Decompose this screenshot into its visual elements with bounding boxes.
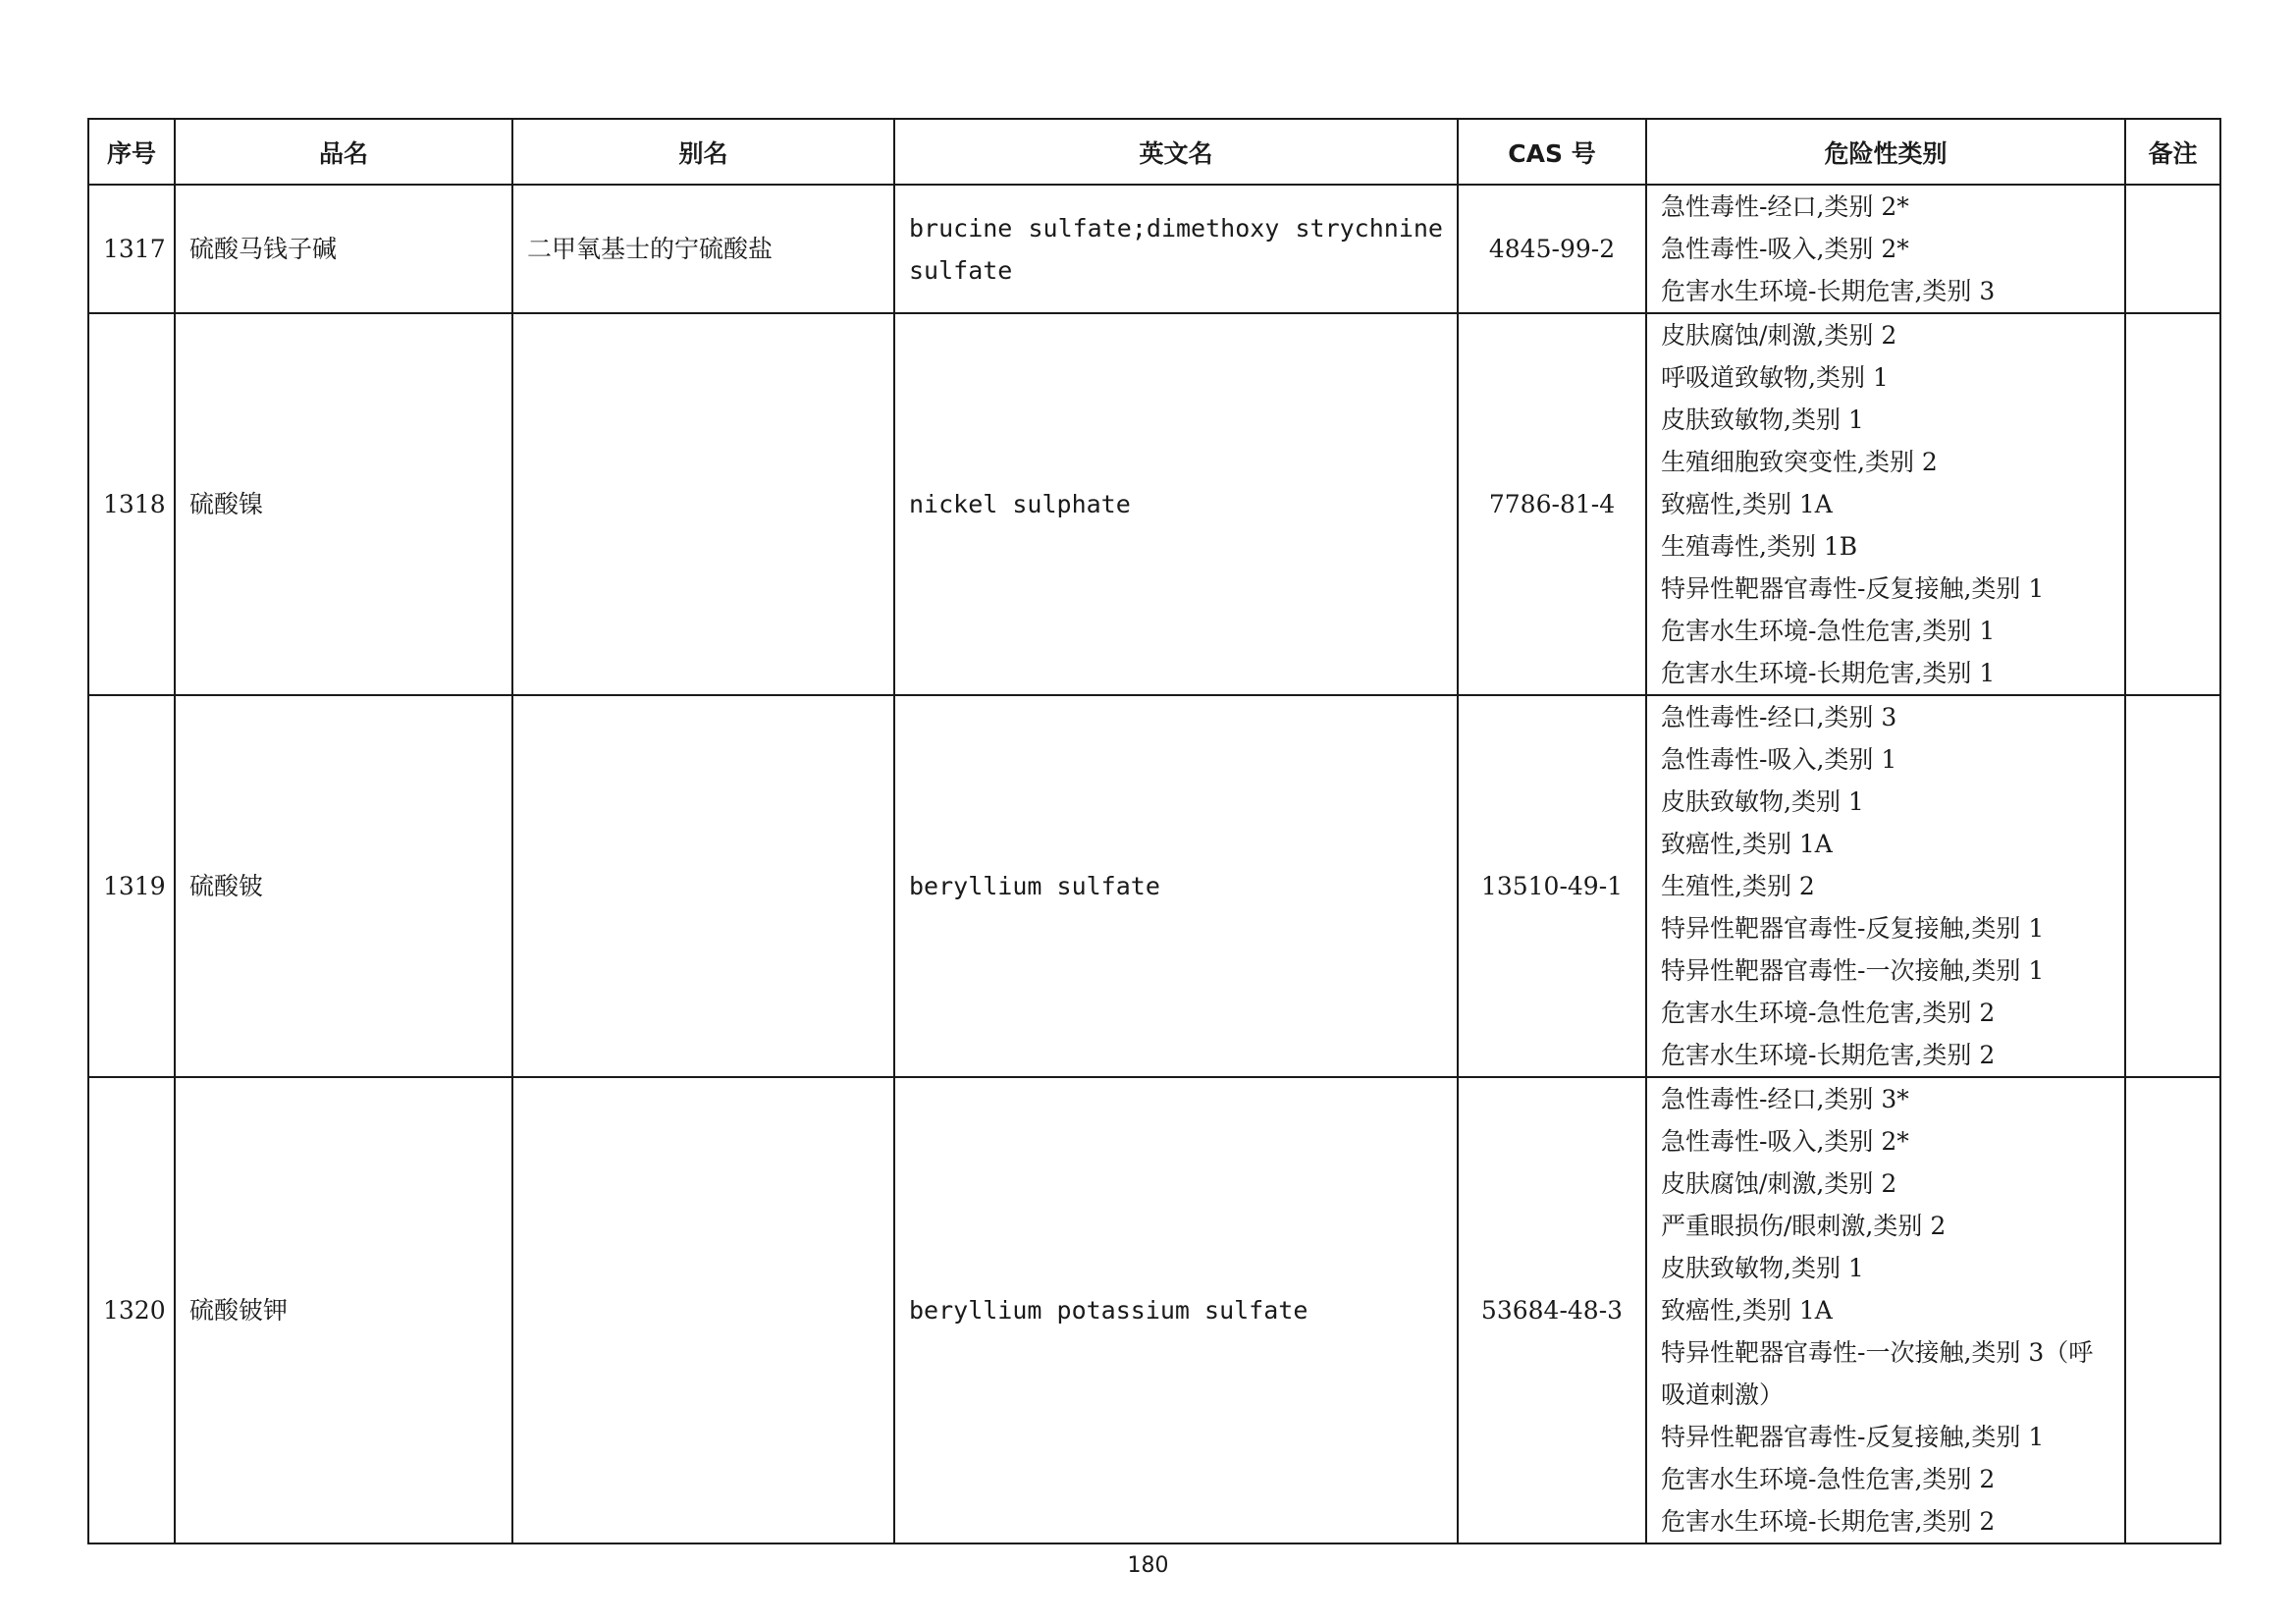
- hazard-item: 呼吸道致敏物,类别 1: [1661, 363, 1889, 392]
- hazard-item: 皮肤致敏物,类别 1: [1661, 406, 1864, 434]
- serial-number-cell: 1319: [88, 695, 175, 1077]
- hazard-item: 致癌性,类别 1A: [1661, 830, 1833, 858]
- hazard-item: 急性毒性-吸入,类别 1: [1661, 745, 1897, 774]
- alias-cell: 二甲氧基士的宁硫酸盐: [512, 185, 894, 313]
- hazard-item: 危害水生环境-长期危害,类别 2: [1661, 1041, 1996, 1069]
- serial-number-cell: 1318: [88, 313, 175, 695]
- hazard-category-cell: [1646, 185, 2125, 313]
- table-row: [88, 313, 2220, 695]
- hazard-item: 危害水生环境-长期危害,类别 2: [1661, 1507, 1996, 1536]
- table-row: [88, 695, 2220, 1077]
- hazard-item: 皮肤腐蚀/刺激,类别 2: [1661, 321, 1897, 350]
- table-row: [88, 185, 2220, 313]
- hazard-category-cell: [1646, 1077, 2125, 1543]
- hazard-item: 致癌性,类别 1A: [1661, 1296, 1833, 1325]
- remarks-cell: [2125, 695, 2220, 1077]
- hazard-item: 生殖性,类别 2: [1661, 872, 1815, 900]
- hazard-item: 皮肤致敏物,类别 1: [1661, 1254, 1864, 1282]
- remarks-cell: [2125, 1077, 2220, 1543]
- product-name-cell: 硫酸铍钾: [175, 1077, 512, 1543]
- remarks-cell: [2125, 313, 2220, 695]
- product-name-cell: 硫酸马钱子碱: [175, 185, 512, 313]
- header-product-name: 品名: [175, 119, 512, 185]
- header-cas-number: CAS 号: [1458, 119, 1646, 185]
- english-name-cell: beryllium sulfate: [894, 695, 1458, 1077]
- hazard-item: 危害水生环境-急性危害,类别 1: [1661, 617, 1996, 645]
- hazard-item: 特异性靶器官毒性-一次接触,类别 1: [1661, 956, 2045, 985]
- hazard-item: 危害水生环境-急性危害,类别 2: [1661, 1465, 1996, 1493]
- hazard-item: 生殖细胞致突变性,类别 2: [1661, 448, 1938, 476]
- hazard-item: 急性毒性-经口,类别 2*: [1661, 192, 1909, 221]
- header-alias: 别名: [512, 119, 894, 185]
- english-name-cell: nickel sulphate: [894, 313, 1458, 695]
- hazard-item: 急性毒性-经口,类别 3*: [1661, 1085, 1909, 1113]
- hazard-category-cell: [1646, 313, 2125, 695]
- header-english-name: 英文名: [894, 119, 1458, 185]
- hazard-category-cell: [1646, 695, 2125, 1077]
- hazard-item: 急性毒性-吸入,类别 2*: [1661, 1127, 1909, 1156]
- serial-number-cell: 1320: [88, 1077, 175, 1543]
- hazard-item: 危害水生环境-长期危害,类别 1: [1661, 659, 1996, 687]
- hazard-item: 急性毒性-吸入,类别 2*: [1661, 235, 1909, 263]
- alias-cell: [512, 1077, 894, 1543]
- header-hazard-category: 危险性类别: [1646, 119, 2125, 185]
- hazard-item: 急性毒性-经口,类别 3: [1661, 703, 1897, 731]
- cas-number-cell: 53684-48-3: [1458, 1077, 1646, 1543]
- hazard-item: 特异性靶器官毒性-一次接触,类别 3（呼吸道刺激）: [1661, 1338, 2094, 1409]
- hazard-item: 皮肤致敏物,类别 1: [1661, 787, 1864, 816]
- english-name-cell: brucine sulfate;dimethoxy strychnine sulfate: [894, 185, 1458, 313]
- alias-cell: [512, 313, 894, 695]
- hazard-item: 皮肤腐蚀/刺激,类别 2: [1661, 1169, 1897, 1198]
- hazard-item: 特异性靶器官毒性-反复接触,类别 1: [1661, 914, 2045, 943]
- cas-number-cell: 7786-81-4: [1458, 313, 1646, 695]
- product-name-cell: 硫酸镍: [175, 313, 512, 695]
- hazard-item: 特异性靶器官毒性-反复接触,类别 1: [1661, 1423, 2045, 1451]
- remarks-cell: [2125, 185, 2220, 313]
- alias-cell: [512, 695, 894, 1077]
- hazard-item: 危害水生环境-急性危害,类别 2: [1661, 999, 1996, 1027]
- cas-number-cell: 4845-99-2: [1458, 185, 1646, 313]
- hazardous-chemicals-table: [87, 118, 2221, 1544]
- table-header-row: [88, 119, 2220, 185]
- cas-number-cell: 13510-49-1: [1458, 695, 1646, 1077]
- hazard-item: 危害水生环境-长期危害,类别 3: [1661, 277, 1996, 305]
- product-name-cell: 硫酸铍: [175, 695, 512, 1077]
- header-remarks: 备注: [2125, 119, 2220, 185]
- hazard-item: 严重眼损伤/眼刺激,类别 2: [1661, 1212, 1947, 1240]
- hazard-item: 致癌性,类别 1A: [1661, 490, 1833, 518]
- hazard-item: 生殖毒性,类别 1B: [1661, 532, 1858, 561]
- page-number: 180: [1127, 1553, 1169, 1578]
- hazard-item: 特异性靶器官毒性-反复接触,类别 1: [1661, 574, 2045, 603]
- serial-number-cell: 1317: [88, 185, 175, 313]
- table-row: [88, 1077, 2220, 1543]
- english-name-cell: beryllium potassium sulfate: [894, 1077, 1458, 1543]
- header-serial-number: 序号: [88, 119, 175, 185]
